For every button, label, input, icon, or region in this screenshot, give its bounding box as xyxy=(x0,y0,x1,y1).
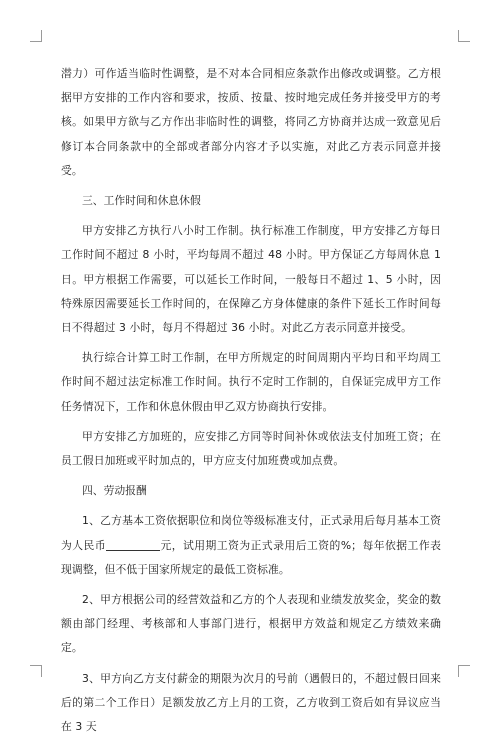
crop-mark-top-left-v xyxy=(41,30,42,42)
crop-mark-top-right-v xyxy=(458,30,459,42)
section-heading-work-hours: 三、工作时间和休息休假 xyxy=(82,194,201,208)
paragraph-adjustment: 潜力）可作适当临时性调整，是不对本合同相应条款作出修改或调整。乙方根据甲方安排的工作内容和要求，按质、按量、按时地完成任务并接受甲方的考核。如果甲方欲与乙方作出非临时性的调整，将同乙方协商并达成一致意见后修订本合同条款中的全部或者部分内容才予以实施，对此乙方表示同意并接受。 xyxy=(61,67,441,177)
paragraph-comprehensive-hours: 执行综合计算工时工作制，在甲方所规定的时间周期内平均日和平均周工作时间不超过法定标准工作时间。执行不定时工作制的，自保证完成甲方工作任务情况下，工作和休息休假由甲乙双方协商执行安排。 xyxy=(61,351,441,413)
crop-mark-bottom-left-v xyxy=(41,665,42,677)
document-body xyxy=(61,62,441,739)
crop-mark-bottom-right-v xyxy=(458,665,459,677)
paragraph-bonus: 2、甲方根据公司的经营效益和乙方的个人表现和业绩发放奖金，奖金的数额由部门经理、考核部和人事部门进行，根据甲方效益和规定乙方绩效来确定。 xyxy=(61,593,441,655)
section-heading-remuneration: 四、劳动报酬 xyxy=(82,484,147,498)
paragraph-base-salary xyxy=(61,509,441,582)
salary-amount-blank xyxy=(106,540,160,551)
paragraph-overtime: 甲方安排乙方加班的，应安排乙方同等时间补休或依法支付加班工资；在员工假日加班或平时加点的，甲方应支付加班费或加点费。 xyxy=(61,429,441,468)
base-salary-text-after: 元，试用期工资为正式录用后工资的%；每年依据工作表现调整，但不低于国家所规定的最低工资标准。 xyxy=(61,538,441,576)
paragraph-payment-schedule: 3、甲方向乙方支付薪金的期限为次月的号前（遇假日的，不超过假日回来后的第二个工作日）足额发放乙方上月的工资，乙方收到工资后如有异议应当在 3 天 xyxy=(61,671,441,734)
paragraph-eight-hour-system: 甲方安排乙方执行八小时工作制。执行标准工作制度，甲方安排乙方每日工作时间不超过 8 小时，平均每周不超过 48 小时。甲方保证乙方每周休息 1 日。甲方根据工作需要，可以延长工作时间，一般每日不超过 1、5 小时，因特殊原因需要延长工作时间的，在保障乙方身体健康的条件下延长工作时间每日不得超过 3 小时，每月不得超过 36 小时。对此乙方表示同意并接受。 xyxy=(61,224,441,335)
base-salary-text-before: 1、乙方基本工资依据职位和岗位等级标准支付，正式录用后每月基本工资为人民币 xyxy=(61,514,441,552)
crop-mark-top-right-h xyxy=(458,41,470,42)
crop-mark-bottom-right-h xyxy=(458,665,470,666)
